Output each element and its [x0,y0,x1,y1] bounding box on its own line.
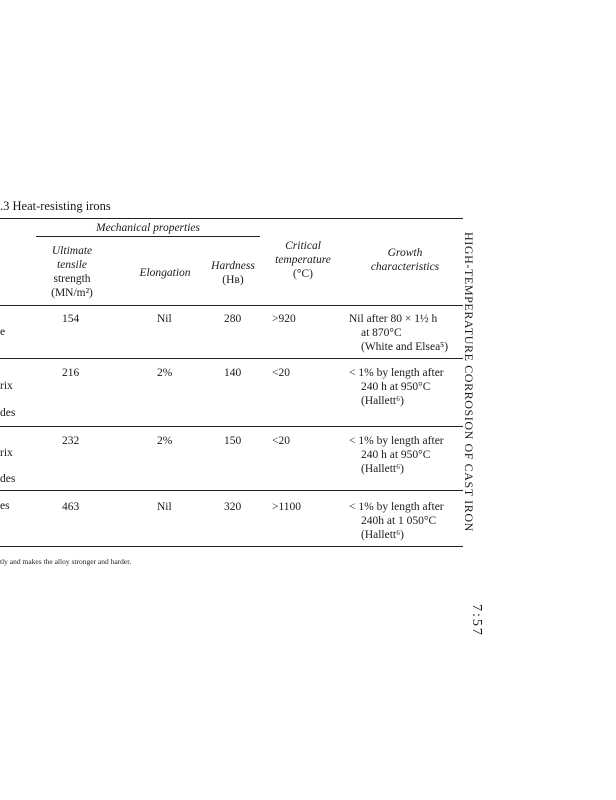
critical-line2: temperature [275,254,331,266]
row4-growth [349,500,444,542]
row4-growth-line2: 240h at 1 050°C [361,515,437,527]
row1-uts: 154 [62,313,80,325]
row2-hardness: 140 [224,367,242,379]
hardness-line1: Hardness [211,260,255,272]
row-divider-3 [0,490,463,491]
uts-line4: (MN/m²) [51,287,93,299]
table-footnote: tly and makes the alloy stronger and harder. [0,557,132,566]
row3-growth [349,434,444,476]
row3-fragment-2: des [0,473,16,485]
page-number: 7:57 [469,604,484,637]
critical-line3: (°C) [293,268,313,280]
running-head: HIGH-TEMPERATURE CORROSION OF CAST IRON [462,232,476,532]
row2-fragment-2: des [0,407,16,419]
table-top-rule [0,218,463,219]
col-header-critical [262,239,344,281]
row2-fragment-1: rix [0,380,13,392]
row1-elongation: Nil [157,313,172,325]
col-header-elongation: Elongation [139,267,191,279]
col-header-hardness [203,259,263,287]
row4-fragment: es [0,500,10,512]
row2-growth-line1: < 1% by length after [349,367,444,379]
group-header-rule [36,236,260,237]
uts-line2: tensile [56,259,88,271]
row1-fragment: e [0,326,6,338]
row1-growth-line3: (White and Elsea⁵) [361,341,449,353]
row3-hardness: 150 [224,435,242,447]
row1-growth-line2: at 870°C [361,327,402,339]
row4-growth-line3: (Hallett⁶) [361,529,404,541]
hardness-line2: (Hʙ) [222,274,244,286]
row-divider-2 [0,426,463,427]
row3-elongation: 2% [157,435,173,447]
group-header-mechanical: Mechanical properties [95,222,200,234]
col-header-uts [32,244,112,300]
critical-line1: Critical [285,240,321,252]
row4-critical: >1100 [272,501,302,513]
row3-growth-line3: (Hallett⁶) [361,463,404,475]
table-bottom-rule [0,546,463,547]
row3-uts: 232 [62,435,80,447]
row1-growth [349,312,448,354]
row2-uts: 216 [62,367,80,379]
row2-elongation: 2% [157,367,173,379]
row1-growth-line1: Nil after 80 × 1½ h [349,313,438,325]
row1-hardness: 280 [224,313,242,325]
col-header-growth [350,246,460,274]
row4-uts: 463 [62,501,80,513]
row2-growth-line3: (Hallett⁶) [361,395,404,407]
row3-fragment-1: rix [0,447,13,459]
row3-growth-line1: < 1% by length after [349,435,444,447]
row4-growth-line1: < 1% by length after [349,501,444,513]
growth-line2: characteristics [370,261,440,273]
row2-growth [349,366,444,408]
header-bottom-rule [0,305,463,306]
uts-line3: strength [53,273,91,285]
row2-critical: <20 [272,367,290,379]
row4-elongation: Nil [157,501,172,513]
table-caption: .3 Heat-resisting irons [0,199,111,213]
row1-critical: >920 [272,313,296,325]
row2-growth-line2: 240 h at 950°C [361,381,431,393]
row-divider-1 [0,358,463,359]
row3-critical: <20 [272,435,290,447]
row3-growth-line2: 240 h at 950°C [361,449,431,461]
growth-line1: Growth [387,247,423,259]
row4-hardness: 320 [224,501,242,513]
uts-line1: Ultimate [51,245,93,257]
